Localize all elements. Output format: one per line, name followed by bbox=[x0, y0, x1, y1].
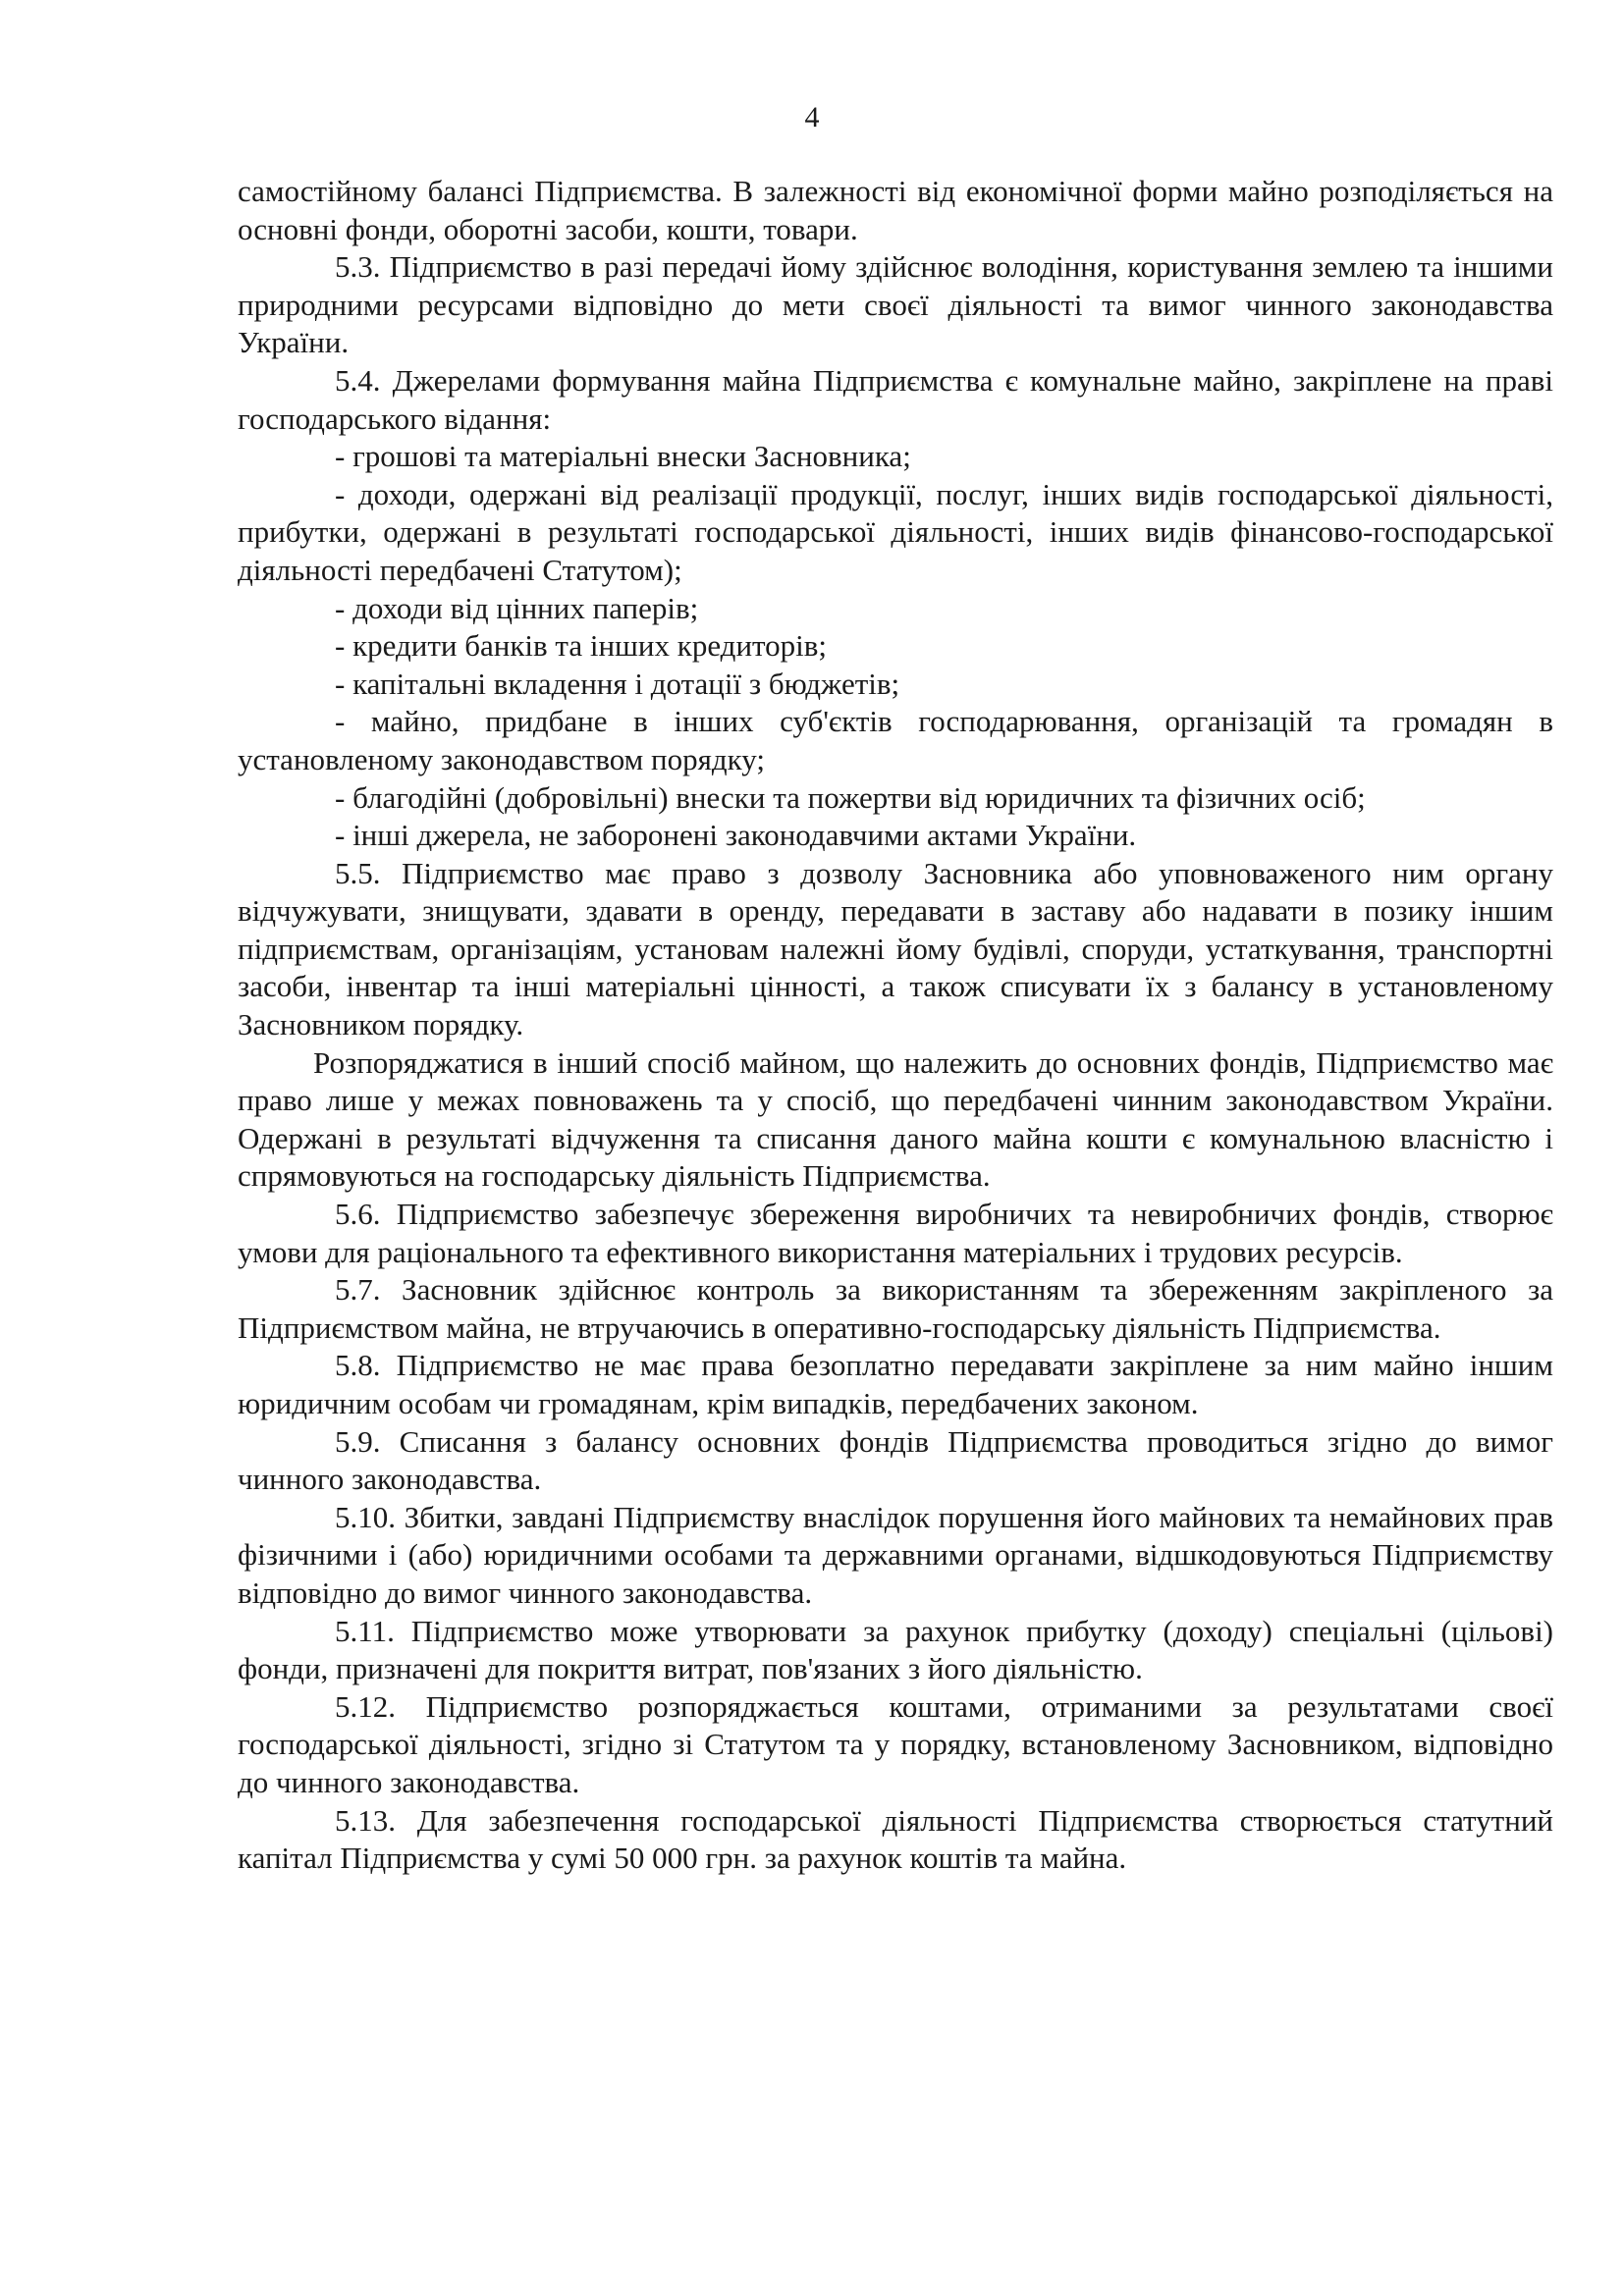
paragraph-5-13: 5.13. Для забезпечення господарської діяльності Підприємства створюється статутний капітал Підприємства у сумі 50 000 грн. за рахунок коштів та майна. bbox=[238, 1802, 1553, 1876]
document-body bbox=[238, 173, 1553, 1878]
paragraph-5-8: 5.8. Підприємство не має права безоплатно передавати закріплене за ним майно іншим юридичним особам чи громадянам, крім випадків, передбачених законом. bbox=[238, 1348, 1553, 1420]
paragraph-5-6: 5.6. Підприємство забезпечує збереження виробничих та невиробничих фондів, створює умови для раціонального та ефективного використання матеріальних і трудових ресурсів. bbox=[238, 1197, 1553, 1269]
page-number: 4 bbox=[804, 101, 820, 133]
paragraph-5-10: 5.10. Збитки, завдані Підприємству внаслідок порушення його майнових та немайнових прав фізичними і (або) юридичними особами та державними органами, відшкодовуються Підприємству відповідно до вимог чинного законодавства. bbox=[238, 1499, 1553, 1610]
paragraph-balance-continuation: самостійному балансі Підприємства. В залежності від економічної форми майно розподіляється на основні фонди, оборотні засоби, кошти, товари. bbox=[238, 174, 1553, 246]
list-item-founder-contributions: - грошові та матеріальні внески Засновника; bbox=[335, 439, 911, 474]
list-item-capital-investments: - капітальні вкладення і дотації з бюджетів; bbox=[335, 666, 900, 701]
paragraph-5-7: 5.7. Засновник здійснює контроль за використанням та збереженням закріпленого за Підприємством майна, не втручаючись в оперативно-господарську діяльність Підприємства. bbox=[238, 1272, 1553, 1345]
list-item-other-sources: - інші джерела, не заборонені законодавчими актами України. bbox=[335, 818, 1137, 853]
paragraph-5-11: 5.11. Підприємство може утворювати за рахунок прибутку (доходу) спеціальні (цільові) фонди, призначені для покриття витрат, пов'язаних з його діяльністю. bbox=[238, 1613, 1553, 1686]
paragraph-5-4: 5.4. Джерелами формування майна Підприємства є комунальне майно, закріплене на праві господарського відання: bbox=[238, 362, 1553, 436]
paragraph-5-12: 5.12. Підприємство розпоряджається коштами, отриманими за результатами своєї господарської діяльності, згідно зі Статутом та у порядку, встановленому Засновником, відповідно до чинного законодавства. bbox=[238, 1688, 1553, 1799]
list-item-acquired-property: - майно, придбане в інших суб'єктів господарювання, організацій та громадян в установленому законодавством порядку; bbox=[238, 704, 1553, 776]
list-item-bank-credits: - кредити банків та інших кредиторів; bbox=[335, 628, 828, 664]
list-item-charitable-contributions: - благодійні (добровільні) внески та пожертви від юридичних та фізичних осіб; bbox=[335, 779, 1366, 815]
list-item-securities-income: - доходи від цінних паперів; bbox=[335, 590, 699, 625]
paragraph-5-9: 5.9. Списання з балансу основних фондів Підприємства проводиться згідно до вимог чинного законодавства. bbox=[238, 1423, 1553, 1497]
paragraph-5-5: 5.5. Підприємство має право з дозволу Засновника або уповноваженого ним органу відчужувати, знищувати, здавати в оренду, передавати в заставу або надавати в позику іншим підприємствам, організаціям, установам належні йому будівлі, споруди, устаткування, транспортні засоби, інвентар та інші матеріальні цінності, а також списувати їх з балансу в установленому Засновником порядку. bbox=[238, 855, 1553, 1042]
list-item-income: - доходи, одержані від реалізації продукції, послуг, інших видів господарської діяльності, прибутки, одержані в результаті господарської діяльності, інших видів фінансово-господарської діяльності передбачені Статутом); bbox=[238, 476, 1553, 587]
paragraph-disposal: Розпоряджатися в інший спосіб майном, що належить до основних фондів, Підприємство має право лише у межах повноважень та у спосіб, що передбачені чинним законодавством України. Одержані в результаті відчуження та списання даного майна кошти є комунальною власністю і спрямовуються на господарську діяльність Підприємства. bbox=[238, 1044, 1553, 1194]
paragraph-5-3: 5.3. Підприємство в разі передачі йому здійснює володіння, користування землею та іншими природними ресурсами відповідно до мети своєї діяльності та вимог чинного законодавства України. bbox=[238, 249, 1553, 360]
